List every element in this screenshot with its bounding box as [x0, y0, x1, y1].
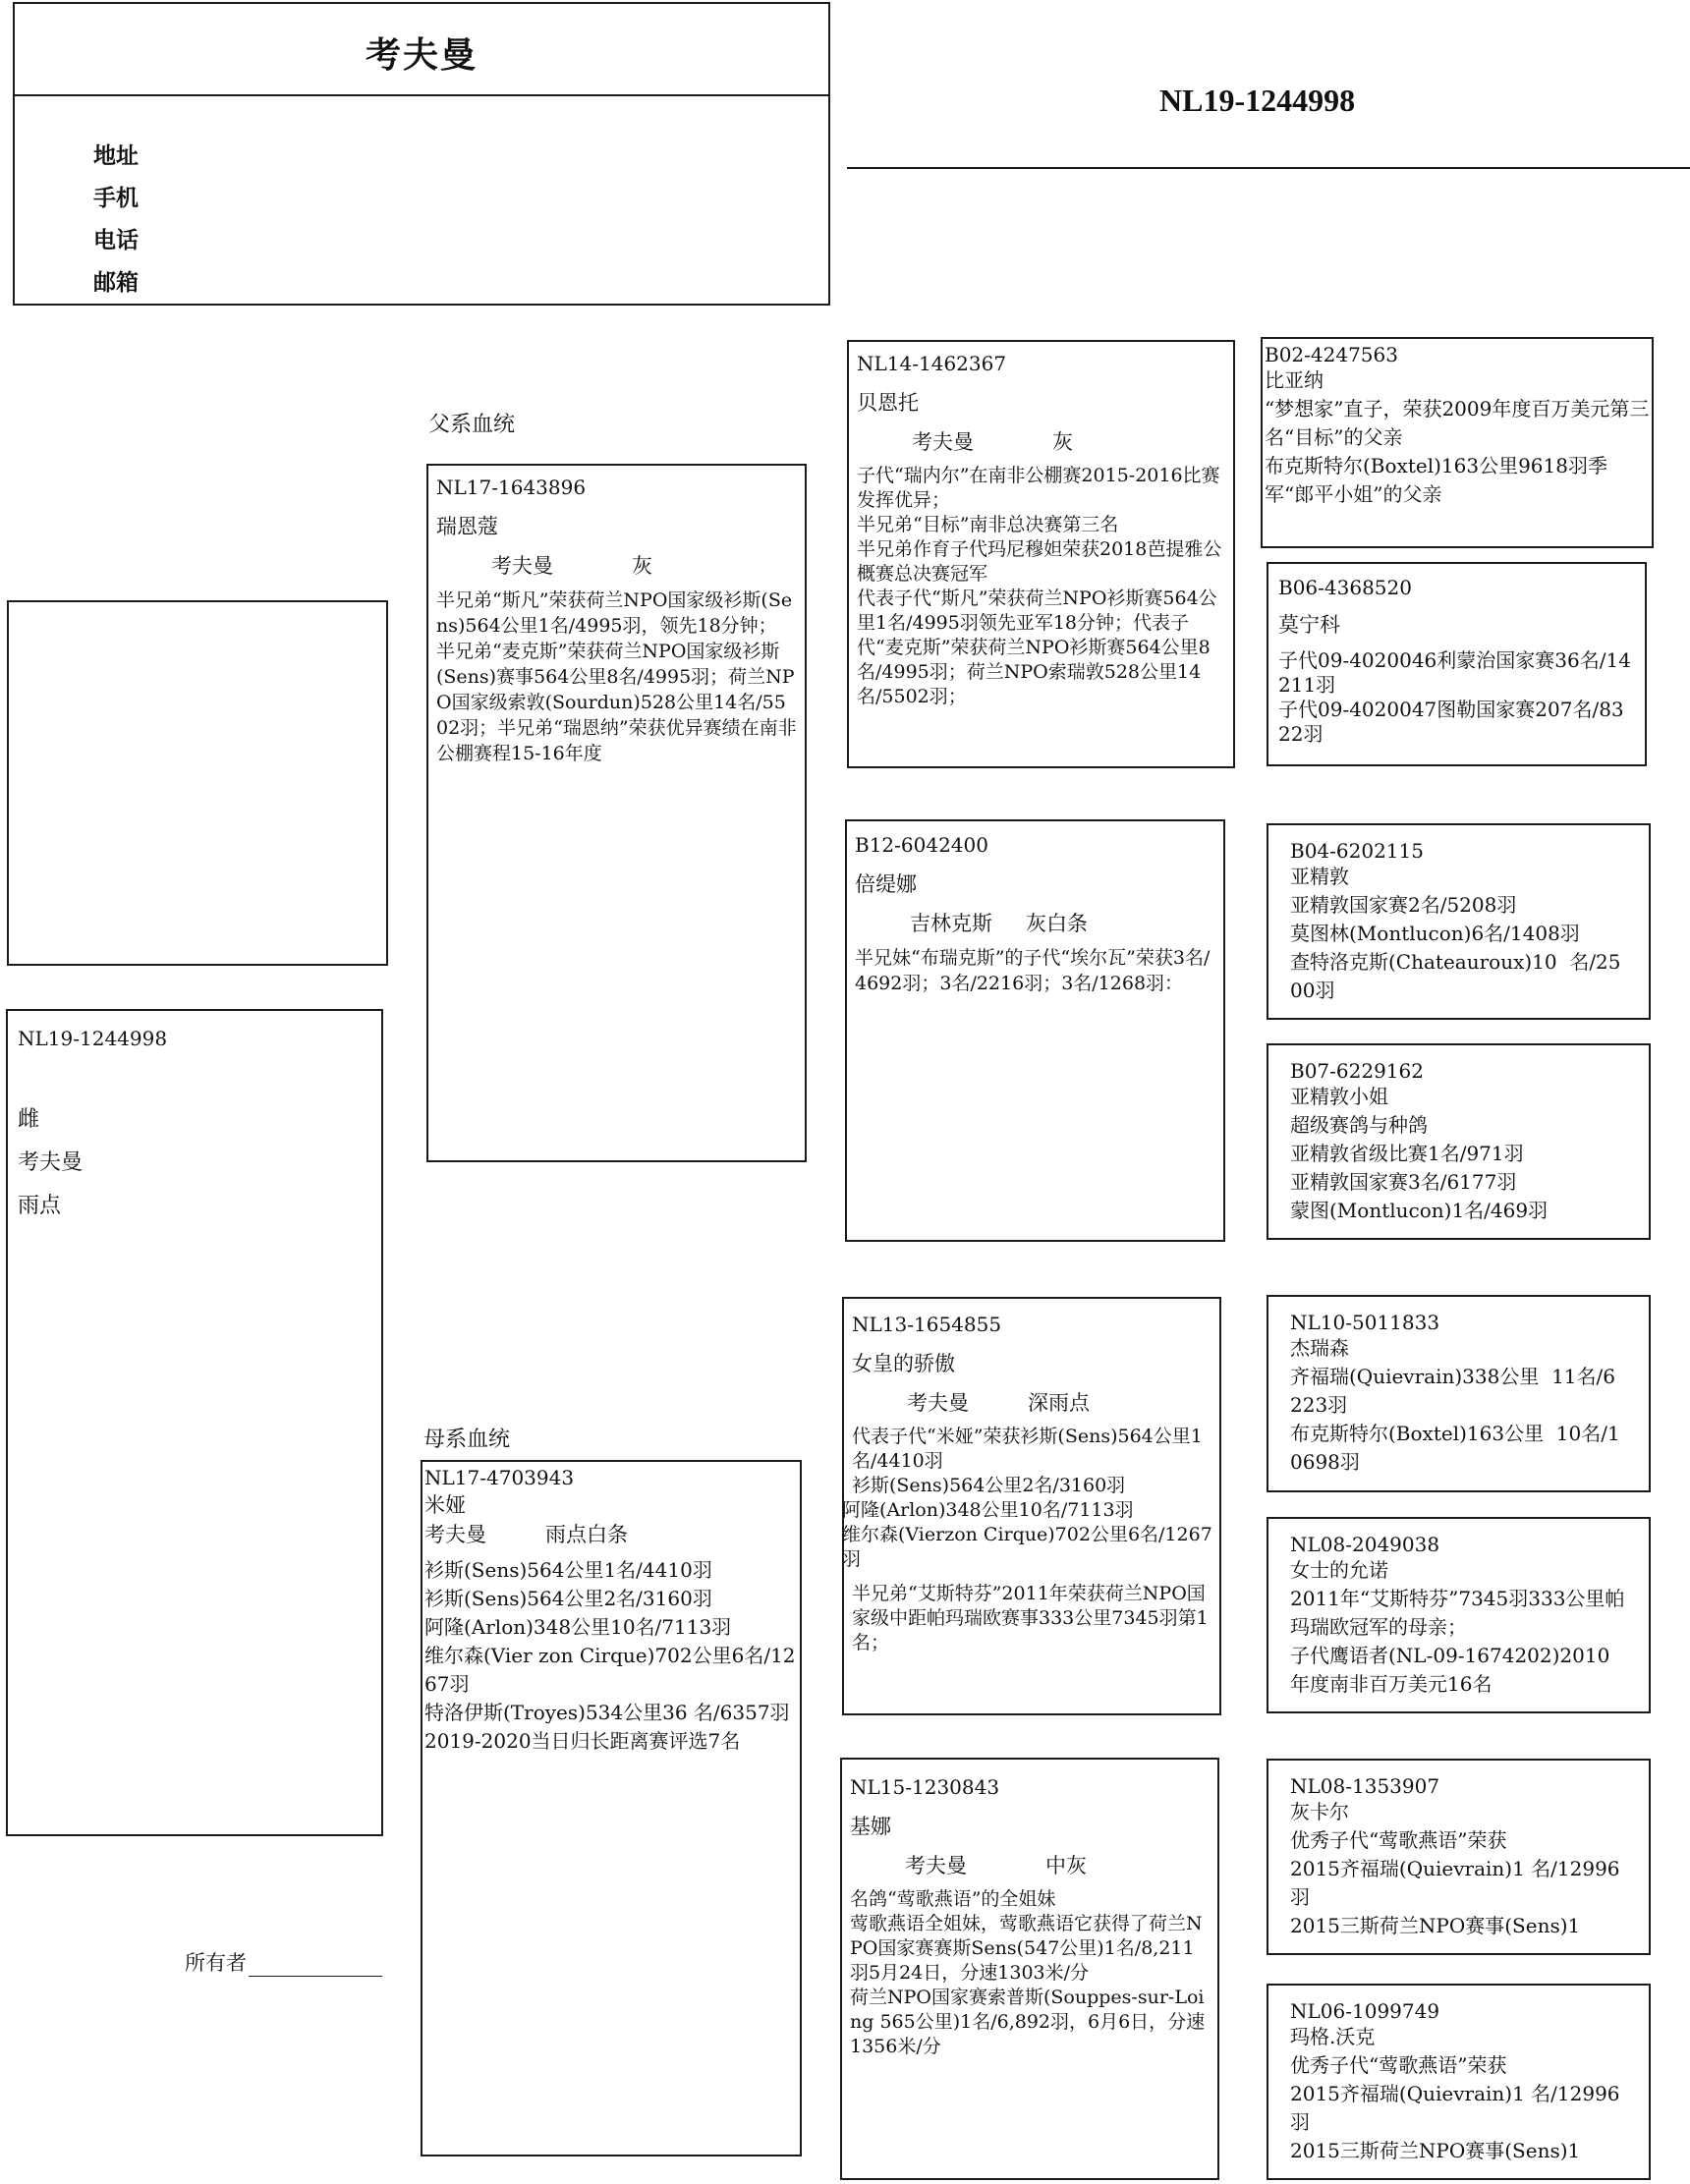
contact-address-label: 地址 — [93, 142, 139, 169]
subject-card — [6, 1009, 383, 1836]
gg7-ring: NL08-1353907 — [1290, 1774, 1440, 1798]
gg1-ring: B02-4247563 — [1265, 343, 1398, 366]
ds-strain-color — [852, 1387, 1217, 1417]
photo-placeholder — [7, 600, 388, 966]
ds-color: 深雨点 — [1028, 1391, 1090, 1415]
ss-color: 灰 — [1052, 430, 1073, 454]
gg3-ring: B04-6202115 — [1290, 839, 1424, 863]
dam-section-label: 母系血统 — [423, 1428, 511, 1452]
sire-ring: NL17-1643896 — [436, 476, 587, 499]
sire-notes: 半兄弟“斯凡”荣获荷兰NPO国家级衫斯(Sens)564公里1名/4995羽，领先18分钟； 半兄弟“麦克斯”荣获荷兰NPO国家级衫斯(Sens)赛事564公里8名/4995羽；荷兰NPO国家级索敦(Sourdun)528公里14名/5502羽；半兄弟“瑞恩纳”荣获优异赛绩在南非公棚赛程15-16年度 — [436, 589, 797, 764]
gg2-lines: 子代09-4020046利蒙治国家赛36名/14211羽 子代09-4020047图勒国家赛207名/8322羽 — [1278, 648, 1631, 746]
subject-color: 雨点 — [18, 1194, 62, 1218]
gg1-lines: 比亚纳 “梦想家”直子，荣获2009年度百万美元第三名“目标”的父亲 布克斯特尔(Boxtel)163公里9618羽季军“郎平小姐”的父亲 — [1265, 368, 1650, 506]
gg-card-3 — [1267, 823, 1651, 1020]
subject-ring-title: NL19-1244998 — [1159, 83, 1356, 118]
gg-card-1 — [1261, 337, 1654, 548]
gg6-ring: NL08-2049038 — [1290, 1533, 1440, 1556]
sd-name: 倍缇娜 — [855, 872, 917, 896]
subject-ring: NL19-1244998 — [18, 1027, 168, 1050]
owner-header-box — [13, 2, 830, 306]
gg8-lines: 玛格.沃克 优秀子代“莺歌燕语”荣获 2015齐福瑞(Quievrain)1 名/12996羽 2015三斯荷兰NPO赛事(Sens)1 — [1290, 2025, 1620, 2162]
ds-strain: 考夫曼 — [907, 1391, 969, 1415]
dam-strain: 考夫曼 — [424, 1523, 486, 1546]
gg6-lines: 女士的允诺 2011年“艾斯特芬”7345羽333公里帕 玛瑞欧冠军的母亲； 子代鹰语者(NL-09-1674202)2010年度南非百万美元16名 — [1290, 1558, 1625, 1696]
contact-phone-label: 电话 — [93, 227, 139, 253]
dam-dam-card — [840, 1758, 1219, 2180]
gg5-ring: NL10-5011833 — [1290, 1311, 1440, 1334]
gg2-name: 莫宁科 — [1278, 613, 1340, 637]
contact-mobile-label: 手机 — [93, 185, 139, 211]
sire-strain: 考夫曼 — [491, 554, 553, 578]
gg-card-4 — [1267, 1043, 1651, 1240]
owner-field — [185, 1947, 382, 1977]
header-divider — [15, 94, 828, 96]
ss-name: 贝恩托 — [857, 391, 919, 415]
dam-notes: 衫斯(Sens)564公里1名/4410羽 衫斯(Sens)564公里2名/3160羽 阿隆(Arlon)348公里10名/7113羽 维尔森(Vier zon Cirque)702公里6名/1267羽 特洛伊斯(Troyes)534公里36 名/6357羽 2019-2020当日归长距离赛评选7名 — [424, 1558, 796, 1753]
sire-card — [426, 464, 807, 1162]
ss-notes: 子代“瑞内尔”在南非公棚赛2015-2016比赛发挥优异； 半兄弟“目标”南非总决赛第三名 半兄弟作育子代玛尼穆妲荣获2018芭提雅公概赛总决赛冠军 代表子代“斯凡”荣获荷兰NPO衫斯赛564公里1名/4995羽领先亚军18分钟；代表子代“麦克斯”荣获荷兰NPO衫斯赛564公里8名/4995羽；荷兰NPO索瑞敦528公里14名/5502羽； — [857, 465, 1222, 707]
ds-ring: NL13-1654855 — [852, 1313, 1002, 1336]
dd-ring: NL15-1230843 — [850, 1775, 1000, 1799]
sd-ring: B12-6042400 — [855, 833, 988, 857]
owner-name: 考夫曼 — [365, 34, 478, 76]
sd-strain-color — [855, 908, 1215, 937]
sire-sire-card — [847, 340, 1235, 768]
subject-strain: 考夫曼 — [18, 1150, 84, 1175]
ds-name: 女皇的骄傲 — [852, 1352, 955, 1375]
sire-strain-color — [436, 550, 797, 580]
gg8-ring: NL06-1099749 — [1290, 1999, 1440, 2023]
dam-ring: NL17-4703943 — [424, 1466, 575, 1489]
dam-strain-color — [424, 1519, 798, 1548]
dam-name: 米娅 — [424, 1493, 466, 1517]
gg4-lines: 亚精敦小姐 超级赛鸽与种鸽 亚精敦省级比赛1名/971羽 亚精敦国家赛3名/6177羽 蒙图(Montlucon)1名/469羽 — [1290, 1085, 1549, 1222]
gg7-lines: 灰卡尔 优秀子代“莺歌燕语”荣获 2015齐福瑞(Quievrain)1 名/12996羽 2015三斯荷兰NPO赛事(Sens)1 — [1290, 1800, 1620, 1937]
gg-card-8 — [1267, 1984, 1651, 2180]
dam-color: 雨点白条 — [545, 1523, 628, 1546]
sd-notes: 半兄妹“布瑞克斯”的子代“埃尔瓦”荣获3名/4692羽；3名/2216羽；3名/1268羽： — [855, 947, 1211, 994]
dd-notes: 名鸽“莺歌燕语”的全姐妹 莺歌燕语全姐妹，莺歌燕语它获得了荷兰NPO国家赛赛斯Sens(547公里)1名/8,211羽5月24日，分速1303米/分 荷兰NPO国家赛索普斯(Souppes-sur-Loing 565公里)1名/6,892羽，6月6日，分速 1356米/分 — [850, 1888, 1206, 2057]
ss-strain-color — [857, 426, 1225, 456]
sd-color: 灰白条 — [1026, 912, 1088, 935]
ds-notes-2: 阿隆(Arlon)348公里10名/7113羽 维尔森(Vierzon Cirque)702公里6名/1267羽 — [842, 1499, 1212, 1570]
sire-name: 瑞恩蔻 — [436, 515, 498, 538]
ss-ring: NL14-1462367 — [857, 352, 1007, 375]
owner-blank-line — [249, 1956, 382, 1977]
dam-card — [421, 1460, 802, 2156]
gg2-ring: B06-4368520 — [1278, 576, 1412, 599]
gg3-lines: 亚精敦 亚精敦国家赛2名/5208羽 莫图林(Montlucon)6名/1408羽 查特洛克斯(Chateauroux)10 名/2500羽 — [1290, 865, 1621, 1002]
dd-name: 基娜 — [850, 1815, 891, 1838]
contact-email-label: 邮箱 — [93, 269, 139, 296]
gg-card-5 — [1267, 1295, 1651, 1492]
gg5-lines: 杰瑞森 齐福瑞(Quievrain)338公里 11名/6223羽 布克斯特尔(Boxtel)163公里 10名/10698羽 — [1290, 1336, 1620, 1474]
dd-color: 中灰 — [1045, 1854, 1087, 1877]
title-rule — [847, 167, 1690, 169]
ss-strain: 考夫曼 — [912, 430, 974, 454]
dam-sire-card — [842, 1297, 1221, 1715]
sire-dam-card — [845, 819, 1225, 1242]
gg-card-6 — [1267, 1517, 1651, 1713]
ds-notes: 代表子代“米娅”荣获衫斯(Sens)564公里1名/4410羽 衫斯(Sens)564公里2名/3160羽 — [852, 1426, 1203, 1496]
gg-card-2 — [1267, 562, 1647, 766]
dd-strain: 考夫曼 — [905, 1854, 967, 1877]
sd-strain: 吉林克斯 — [910, 912, 992, 935]
ds-notes-3: 半兄弟“艾斯特芬”2011年荣获荷兰NPO国家级中距帕玛瑞欧赛事333公里7345羽第1名； — [852, 1583, 1209, 1653]
gg-card-7 — [1267, 1759, 1651, 1955]
dd-strain-color — [850, 1850, 1210, 1879]
sire-section-label: 父系血统 — [428, 413, 516, 437]
owner-label: 所有者 — [185, 1951, 247, 1975]
sire-color: 灰 — [632, 554, 652, 578]
gg4-ring: B07-6229162 — [1290, 1059, 1424, 1083]
subject-sex: 雌 — [18, 1107, 40, 1132]
